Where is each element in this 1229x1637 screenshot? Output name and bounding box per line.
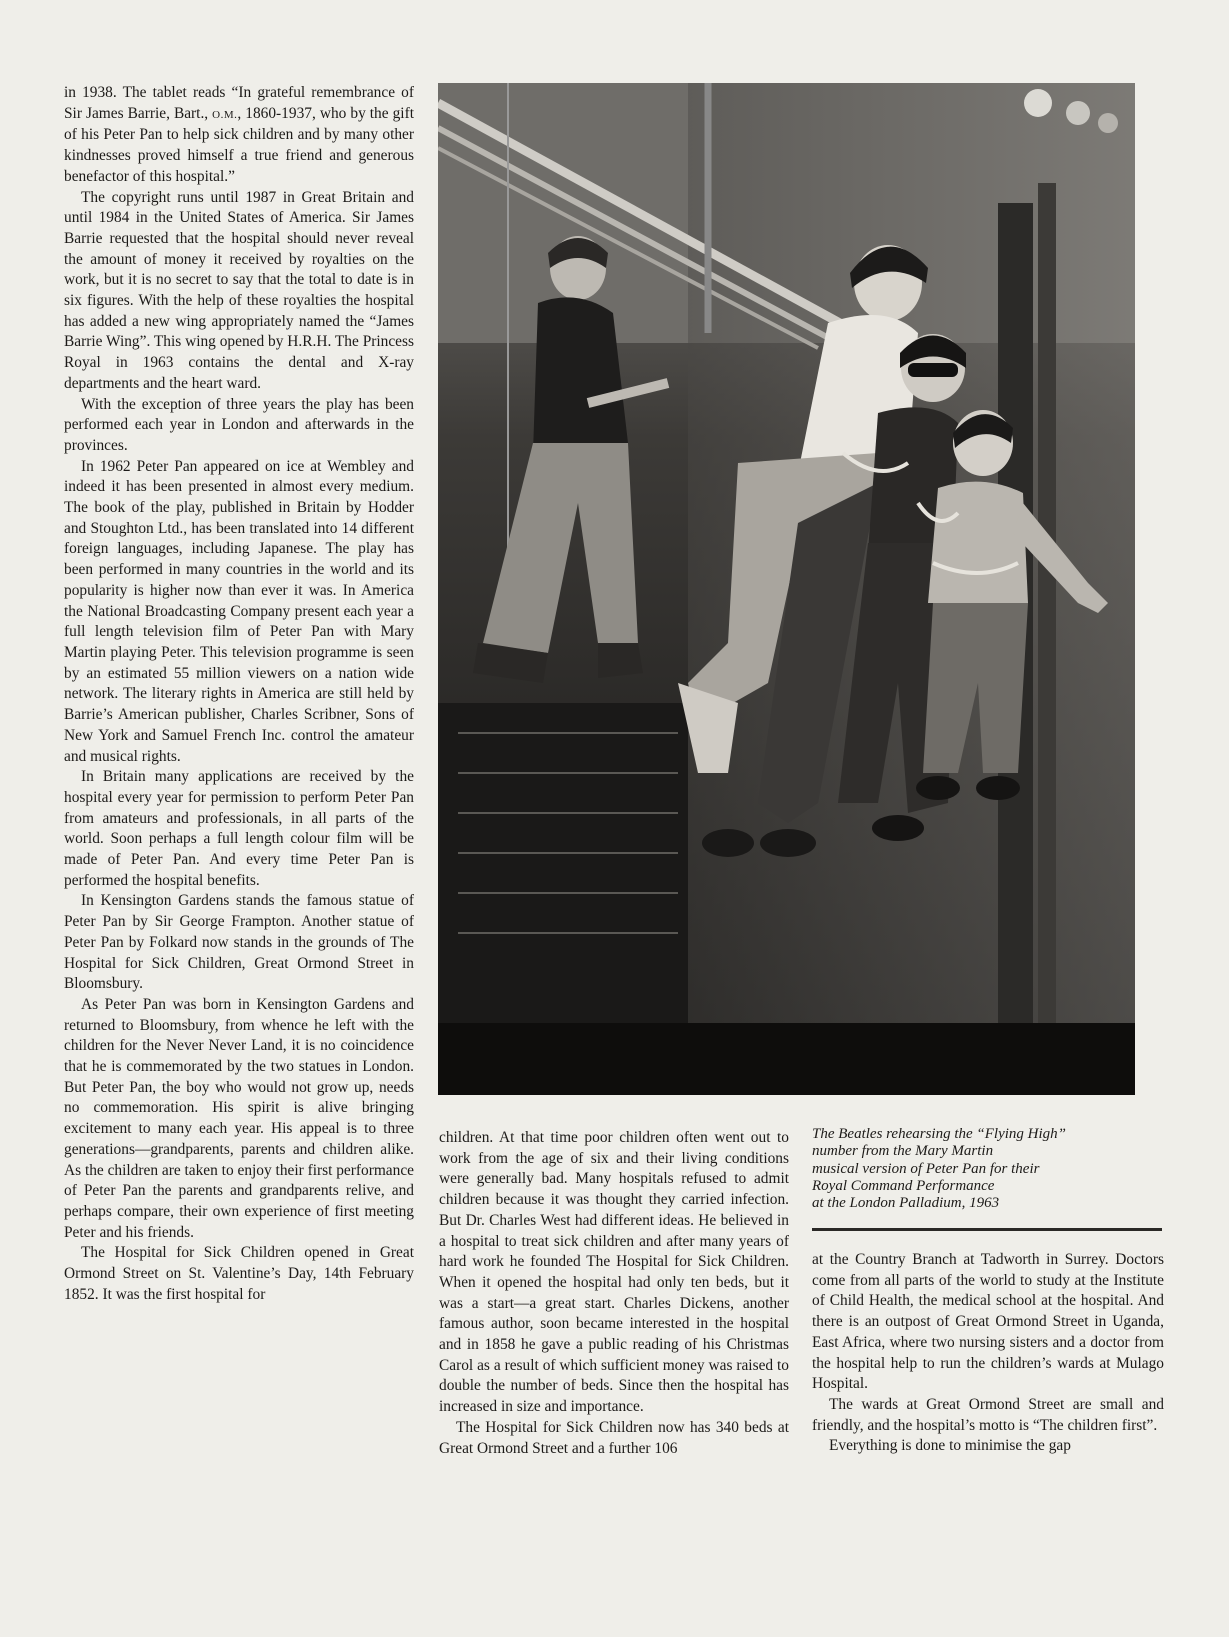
caption-line: The Beatles rehearsing the “Flying High” (812, 1126, 1067, 1142)
caption-line: number from the Mary Martin (812, 1143, 994, 1160)
paragraph: at the Country Branch at Tadworth in Surrey. Doctors come from all parts of the world to study at the Institute of Child Health, the medical school at the hospital. And there is an outpost of Great Ormond Street in Uganda, East Africa, where two nursing sisters and a doctor from the hospital help to run the children’s wards at Mulago Hospital. (812, 1251, 1164, 1393)
right-text-column (812, 1250, 1164, 1457)
caption-line: Royal Command Performance (812, 1177, 995, 1194)
paragraph: The Hospital for Sick Children opened in Great Ormond Street on St. Valentine’s Day, 14th February 1852. It was the first hospital for (64, 1244, 414, 1303)
middle-text-column (439, 1128, 789, 1459)
paragraph: The copyright runs until 1987 in Great Britain and until 1984 in the United States of America. Sir James Barrie requested that the hospital should never reveal the amount of money it received by royalties on the work, but it is no secret to say that the total to date is in six figures. With the help of these royalties the hospital has added a new wing appropriately named the “James Barrie Wing”. This wing opened by H.R.H. The Princess Royal in 1963 contains the dental and X-ray departments and the heart ward. (64, 188, 414, 392)
paragraph: As Peter Pan was born in Kensington Gardens and returned to Bloomsbury, from whence he left with the children for the Never Never Land, it is no coincidence that he is commemorated by the two statues in London. But Peter Pan, the boy who would not grow up, needs no commemoration. His spirit is alive bringing excitement to many each year. His appeal is to three generations—grandparents, parents and children alike. As the children are taken to enjoy their first performance of Peter Pan the parents and grandparents relive, and perhaps compare, their own experience of first meeting Peter and his friends. (64, 995, 414, 1241)
left-text-column (64, 83, 414, 1305)
order-of-merit-abbrev: O.M. (212, 108, 238, 121)
photo-caption (812, 1126, 1162, 1212)
paragraph-text: , 1860-1937, who by the gift of his Peter Pan to help sick children and by many other kindnesses proved himself a true friend and generous benefactor of this hospital.” (64, 104, 414, 185)
photo-illustration (438, 83, 1135, 1095)
paragraph: In 1962 Peter Pan appeared on ice at Wembley and indeed it has been presented in almost every medium. The book of the play, published in Britain by Hodder and Stoughton Ltd., has been translated into 14 different foreign languages, including Japanese. The play has been performed in many countries in the world and its popularity is higher now than ever it was. In America the National Broadcasting Company present each year a full length television film of Peter Pan with Mary Martin playing Peter. This television programme is seen by an estimated 55 million viewers on a nation wide network. The literary rights in America are still held by Barrie’s American publisher, Charles Scribner, Sons of New York and Samuel French Inc. control the amateur and musical rights. (64, 457, 414, 765)
paragraph: Everything is done to minimise the gap (829, 1437, 1071, 1455)
caption-line: musical version of Peter Pan for their (812, 1160, 1040, 1177)
caption-divider (812, 1228, 1162, 1231)
caption-line: at the London Palladium, 1963 (812, 1195, 1000, 1212)
paragraph: The wards at Great Ormond Street are small and friendly, and the hospital’s motto is “The children first”. (812, 1395, 1164, 1434)
paragraph: In Kensington Gardens stands the famous statue of Peter Pan by Sir George Frampton. Another statue of Peter Pan by Folkard now stands in the grounds of The Hospital for Sick Children, Great Ormond Street in Bloomsbury. (64, 892, 414, 993)
paragraph: In Britain many applications are received by the hospital every year for permission to perform Peter Pan from amateurs and professionals, in all parts of the world. Soon perhaps a full length colour film will be made of Peter Pan. And every time Peter Pan is performed the hospital benefits. (64, 768, 414, 889)
beatles-rehearsal-photo (438, 83, 1135, 1095)
paragraph-text: in 1938. The tablet reads “In grateful remembrance of Sir James Barrie, Bart., (64, 84, 414, 122)
paragraph: The Hospital for Sick Children now has 340 beds at Great Ormond Street and a further 106 (439, 1418, 789, 1457)
paragraph (64, 83, 414, 188)
paragraph: children. At that time poor children often went out to work from the age of six and their living conditions were generally bad. Many hospitals refused to admit children because it was thought they carried infection. But Dr. Charles West had different ideas. He believed in a hospital to treat sick children and after many years of hard work he founded The Hospital for Sick Children. When it opened the hospital had only ten beds, but it was a start—a great start. Charles Dickens, another famous author, soon became interested in the hospital and in 1858 he gave a public reading of his Christmas Carol as a result of which sufficient money was raised to double the number of beds. Since then the hospital has increased in size and importance. (439, 1129, 789, 1416)
paragraph: With the exception of three years the play has been performed each year in London and afterwards in the provinces. (64, 395, 414, 454)
